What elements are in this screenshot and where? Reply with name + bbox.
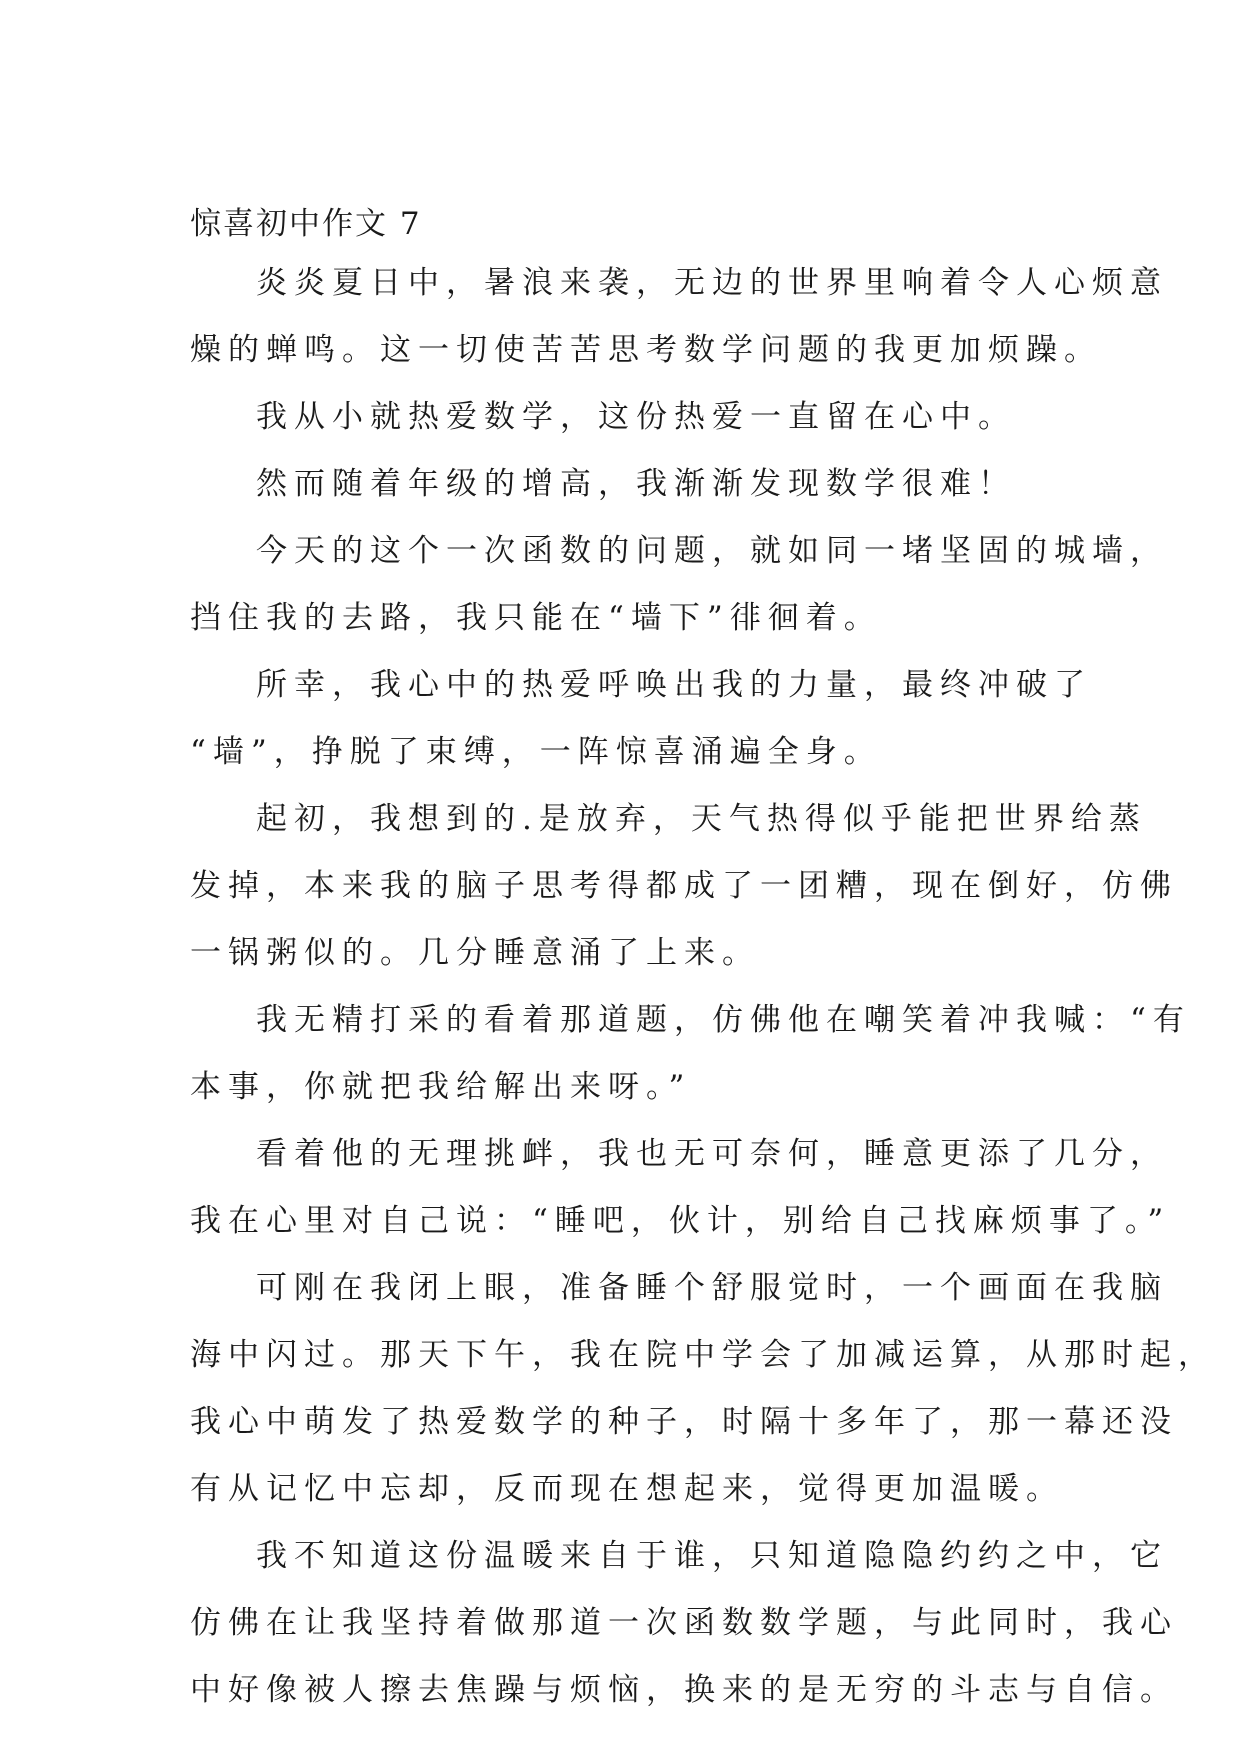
paragraph-line: 我无精打采的看着那道题，仿佛他在嘲笑着冲我喊：“有 (256, 1002, 1191, 1038)
paragraph-line: 炎炎夏日中，暑浪来袭，无边的世界里响着令人心烦意 (256, 265, 1168, 301)
paragraph (190, 451, 1070, 518)
paragraph-line: 然而随着年级的增高，我渐渐发现数学很难！ (256, 466, 1016, 502)
paragraph-line: 所幸，我心中的热爱呼唤出我的力量，最终冲破了 (256, 667, 1092, 703)
paragraph (190, 1523, 1178, 1724)
paragraph-line: 燥的蝉鸣。这一切使苦苦思考数学问题的我更加烦躁。 (190, 332, 1102, 368)
paragraph-line: 我在心里对自己说：“睡吧，伙计，别给自己找麻烦事了。” (190, 1203, 1171, 1239)
paragraph-line: 今天的这个一次函数的问题，就如同一堵坚固的城墙， (256, 533, 1168, 569)
paragraph-line: 本事，你就把我给解出来呀。” (190, 1069, 692, 1105)
paragraph-line: 发掉，本来我的脑子思考得都成了一团糟，现在倒好，仿佛 (190, 868, 1178, 904)
paragraph (190, 518, 1168, 652)
paragraph-line: “墙”，挣脱了束缚，一阵惊喜涌遍全身。 (190, 734, 882, 770)
paragraph-line: 可刚在我闭上眼，准备睡个舒服觉时，一个画面在我脑 (256, 1270, 1168, 1306)
paragraph-line: 起初，我想到的.是放弃，天气热得似乎能把世界给蒸 (256, 801, 1147, 837)
paragraph-line: 看着他的无理挑衅，我也无可奈何，睡意更添了几分， (256, 1136, 1168, 1172)
document-title: 惊喜初中作文 7 (190, 206, 422, 242)
document-body (190, 198, 1216, 1724)
paragraph (190, 987, 1191, 1121)
paragraph (190, 250, 1168, 384)
paragraph-line: 有从记忆中忘却，反而现在想起来，觉得更加温暖。 (190, 1471, 1064, 1507)
paragraph-line: 我不知道这份温暖来自于谁，只知道隐隐约约之中，它 (256, 1538, 1168, 1574)
paragraph-line: 我心中萌发了热爱数学的种子，时隔十多年了，那一幕还没 (190, 1404, 1178, 1440)
paragraph (190, 384, 1070, 451)
paragraph (190, 652, 1092, 786)
paragraph-list (190, 250, 1216, 1724)
paragraph-line: 我从小就热爱数学，这份热爱一直留在心中。 (256, 399, 1016, 435)
paragraph (190, 1121, 1171, 1255)
paragraph (190, 786, 1178, 987)
paragraph-line: 挡住我的去路，我只能在“墙下”徘徊着。 (190, 600, 882, 636)
paragraph-line: 仿佛在让我坚持着做那道一次函数数学题，与此同时，我心 (190, 1605, 1178, 1641)
paragraph-line: 海中闪过。那天下午，我在院中学会了加减运算，从那时起， (190, 1337, 1216, 1373)
paragraph-line: 一锅粥似的。几分睡意涌了上来。 (190, 935, 760, 971)
paragraph (190, 1255, 1216, 1523)
paragraph-line: 中好像被人擦去焦躁与烦恼，换来的是无穷的斗志与自信。 (190, 1672, 1178, 1708)
